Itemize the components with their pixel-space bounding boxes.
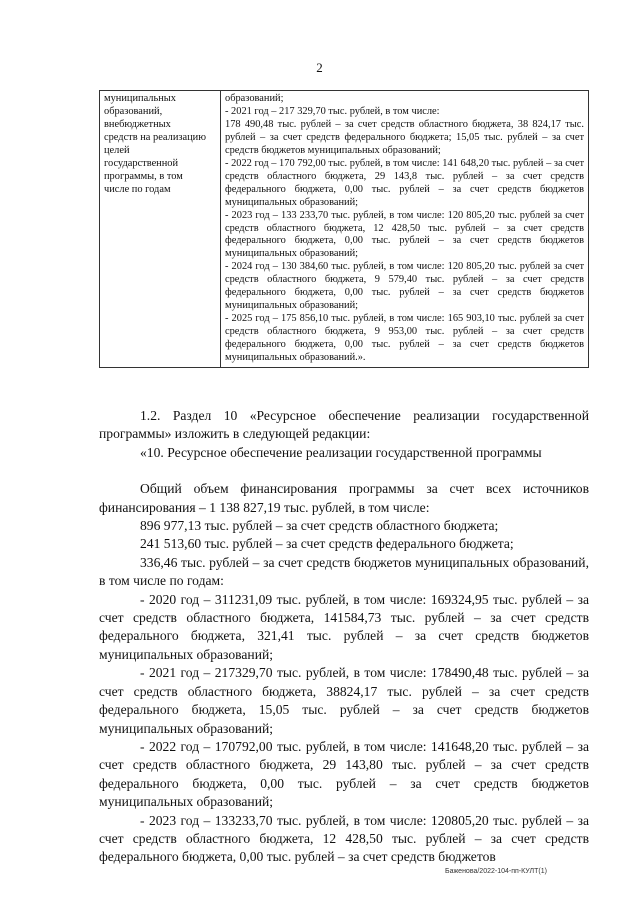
table-cell-label xyxy=(100,91,221,368)
label-line: муниципальных xyxy=(104,93,176,104)
label-line: средств на реализацию xyxy=(104,131,206,143)
paragraph-year-2022: - 2022 год – 170792,00 тыс. рублей, в том числе: 141648,20 тыс. рублей – за счет средств областного бюджета, 29 143,80 тыс. рублей – за счет средств федерального бюджета, 0,00 тыс. рублей – за счет средств бюджетов муниципальных образований; xyxy=(99,738,589,810)
document-body xyxy=(99,407,589,867)
label-line: программы, в том xyxy=(104,170,183,182)
funding-line: - 2021 год – 217 329,70 тыс. рублей, в том числе: xyxy=(225,105,440,117)
label-line: государственной xyxy=(104,157,179,169)
table-row xyxy=(100,91,589,368)
label-line: образований, xyxy=(104,105,163,117)
page-number: 2 xyxy=(316,60,323,75)
paragraph-total: Общий объем финансирования программы за счет всех источников финансирования – 1 138 827,19 тыс. рублей, в том числе: xyxy=(99,481,589,515)
funding-line: - 2023 год – 133 233,70 тыс. рублей, в том числе: 120 805,20 тыс. рублей за счет средств областного бюджета, 12 428,50 тыс. рублей – за счет средств федерального бюджета, 0,00 тыс. рублей – за счет средств бюджетов муниципальных образований; xyxy=(225,209,584,260)
paragraph-regional: 896 977,13 тыс. рублей – за счет средств областного бюджета; xyxy=(140,518,499,534)
label-line: числе по годам xyxy=(104,183,171,195)
label-line: внебюджетных xyxy=(104,118,171,130)
funding-line: - 2024 год – 130 384,60 тыс. рублей, в том числе: 120 805,20 тыс. рублей за счет средств областного бюджета, 9 579,40 тыс. рублей – за счет средств федерального бюджета, 0,00 тыс. рублей – за счет средств бюджетов муниципальных образований; xyxy=(225,261,584,312)
paragraph-year-2023: - 2023 год – 133233,70 тыс. рублей, в том числе: 120805,20 тыс. рублей – за счет средств областного бюджета, 12 428,50 тыс. рублей – за счет средств федерального бюджета, 0,00 тыс. рублей – за счет средств бюджетов xyxy=(99,812,589,865)
paragraph-year-2020: - 2020 год – 311231,09 тыс. рублей, в том числе: 169324,95 тыс. рублей – за счет средств областного бюджета, 141584,73 тыс. рублей – за счет средств федерального бюджета, 321,41 тыс. рублей – за счет средств бюджетов муниципальных образований; xyxy=(99,591,589,662)
paragraph-year-2021: - 2021 год – 217329,70 тыс. рублей, в том числе: 178490,48 тыс. рублей – за счет средств областного бюджета, 38824,17 тыс. рублей – за счет средств федерального бюджета, 15,05 тыс. рублей – за счет средств бюджетов муниципальных образований; xyxy=(99,665,589,736)
funding-line: - 2022 год – 170 792,00 тыс. рублей, в том числе: 141 648,20 тыс. рублей – за счет средств областного бюджета, 29 143,8 тыс. рублей – за счет средств федерального бюджета, 0,00 тыс. рублей – за счет средств бюджетов муниципальных образований; xyxy=(225,157,584,208)
funding-line: 178 490,48 тыс. рублей – за счет средств областного бюджета, 38 824,17 тыс. рублей – за счет средств федерального бюджета; 15,05 тыс. рублей – за счет средств бюджетов муниципальных образований; xyxy=(225,118,584,156)
footer-document-code: Баженова/2022-104-пп-КУЛТ(1) xyxy=(445,868,547,875)
funding-line: - 2025 год – 175 856,10 тыс. рублей, в том числе: 165 903,10 тыс. рублей за счет средств областного бюджета, 9 953,00 тыс. рублей – за счет средств федерального бюджета, 0,00 тыс. рублей – за счет средств бюджетов муниципальных образований.». xyxy=(225,313,584,364)
paragraph-item-1-2: 1.2. Раздел 10 «Ресурсное обеспечение реализации государственной программы» изложить в следующей редакции: xyxy=(99,408,589,442)
funding-line: образований; xyxy=(225,93,284,104)
paragraph-gap xyxy=(99,462,589,480)
section-title: «10. Ресурсное обеспечение реализации государственной программы xyxy=(140,444,542,460)
paragraph-federal: 241 513,60 тыс. рублей – за счет средств федерального бюджета; xyxy=(140,536,514,552)
paragraph-municipal: 336,46 тыс. рублей – за счет средств бюджетов муниципальных образований, в том числе по годам: xyxy=(99,554,589,589)
label-line: целей xyxy=(104,144,130,156)
table-cell-funding xyxy=(221,91,589,368)
passport-table xyxy=(99,90,589,368)
